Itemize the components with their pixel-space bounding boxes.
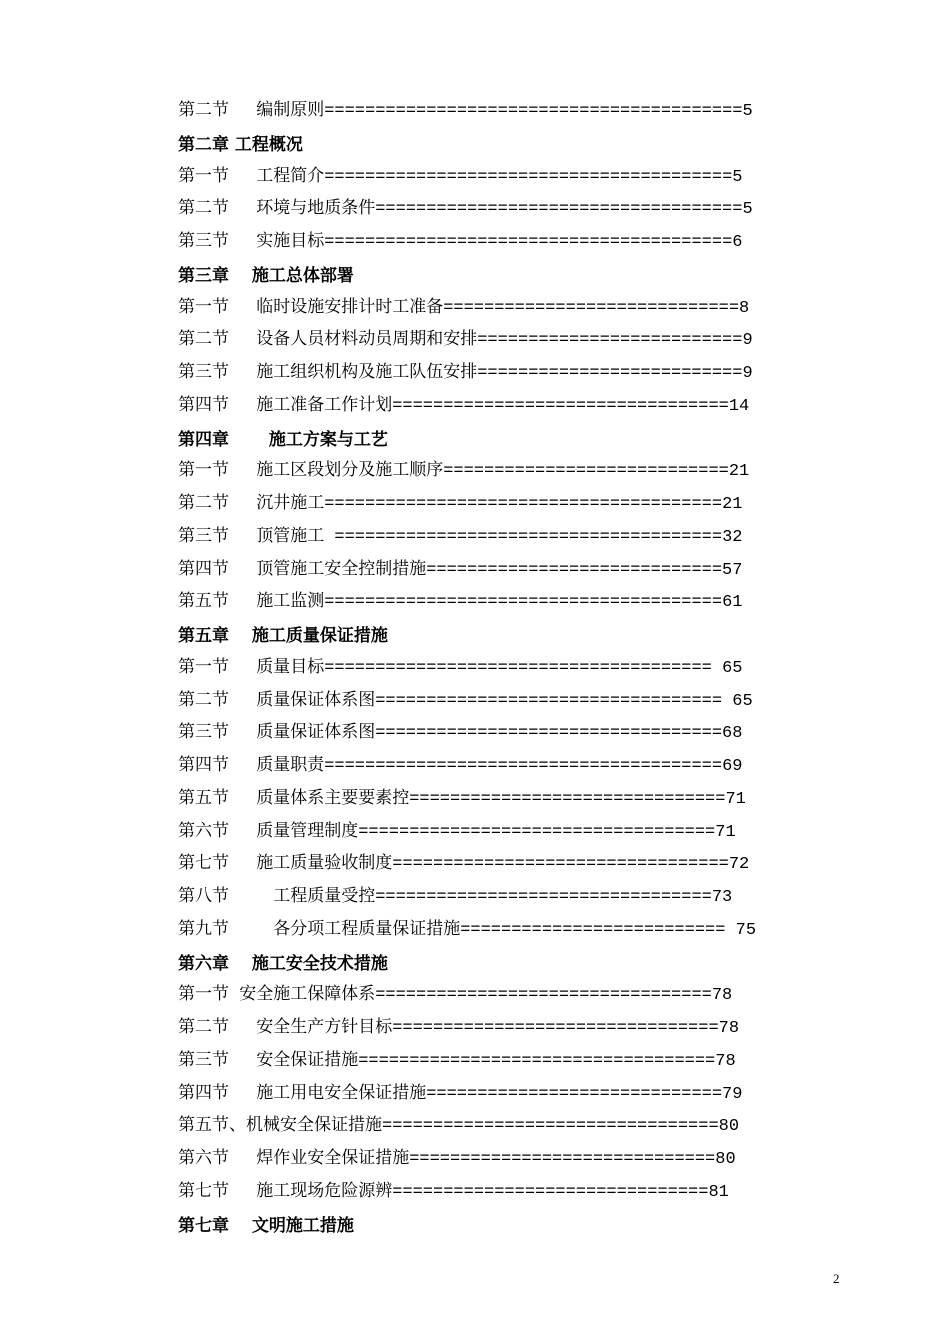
- toc-section-entry: 第三节 实施目标========================================6: [178, 233, 743, 252]
- toc-section-entry: 第二节 编制原则=========================================5: [178, 102, 753, 121]
- toc-section-entry: 第四节 顶管施工安全控制措施=============================57: [178, 560, 743, 580]
- toc-section-entry: 第七节 施工质量验收制度=================================72: [178, 855, 750, 875]
- toc-section-entry: 第一节 安全施工保障体系=================================78: [178, 986, 733, 1006]
- toc-section-entry: 第二节 环境与地质条件====================================5: [178, 200, 753, 220]
- toc-section-entry: 第七节 施工现场危险源辨===============================81: [178, 1182, 729, 1202]
- toc-section-entry: 第五节 质量体系主要要素控===============================71: [178, 789, 746, 809]
- toc-section-entry: 第八节 工程质量受控=================================73: [178, 888, 733, 907]
- toc-section-entry: 第四节 施工用电安全保证措施=============================79: [178, 1084, 743, 1104]
- toc-chapter-heading: 第二章 工程概况: [178, 134, 303, 155]
- toc-section-entry: 第五节、机械安全保证措施=================================80: [178, 1117, 740, 1137]
- toc-section-entry: 第一节 工程简介========================================5: [178, 167, 743, 187]
- page-number: 2: [833, 1271, 840, 1286]
- toc-section-entry: 第二节 沉井施工=======================================21: [178, 495, 743, 514]
- toc-section-entry: 第三节 质量保证体系图==================================68: [178, 724, 743, 744]
- toc-section-entry: 第一节 施工区段划分及施工顺序============================21: [178, 462, 750, 482]
- toc-section-entry: 第四节 施工准备工作计划=================================14: [178, 396, 750, 416]
- toc-section-entry: 第四节 质量职责=======================================69: [178, 757, 743, 776]
- toc-section-entry: 第三节 安全保证措施===================================78: [178, 1051, 736, 1071]
- toc-section-entry: 第二节 安全生产方针目标================================78: [178, 1019, 740, 1038]
- toc-section-entry: 第三节 施工组织机构及施工队伍安排==========================9: [178, 364, 753, 383]
- toc-section-entry: 第二节 质量保证体系图================================== 65: [178, 691, 753, 711]
- toc-chapter-heading: 第四章 施工方案与工艺: [178, 429, 388, 450]
- table-of-contents: [178, 96, 838, 1242]
- toc-chapter-heading: 第六章 施工安全技术措施: [178, 953, 388, 974]
- toc-chapter-heading: 第七章 文明施工措施: [178, 1215, 354, 1236]
- toc-section-entry: 第九节 各分项工程质量保证措施========================== 75: [178, 920, 757, 940]
- toc-section-entry: 第一节 临时设施安排计时工准备=============================8: [178, 298, 750, 318]
- toc-section-entry: 第二节 设备人员材料动员周期和安排==========================9: [178, 331, 753, 351]
- toc-section-entry: 第六节 焊作业安全保证措施==============================80: [178, 1150, 736, 1169]
- toc-section-entry: 第三节 顶管施工 ======================================32: [178, 527, 743, 547]
- toc-section-entry: 第六节 质量管理制度===================================71: [178, 822, 736, 842]
- toc-chapter-heading: 第五章 施工质量保证措施: [178, 626, 388, 646]
- toc-chapter-heading: 第三章 施工总体部署: [178, 265, 354, 286]
- toc-section-entry: 第一节 质量目标====================================== 65: [178, 658, 743, 678]
- toc-section-entry: 第五节 施工监测=======================================61: [178, 593, 743, 613]
